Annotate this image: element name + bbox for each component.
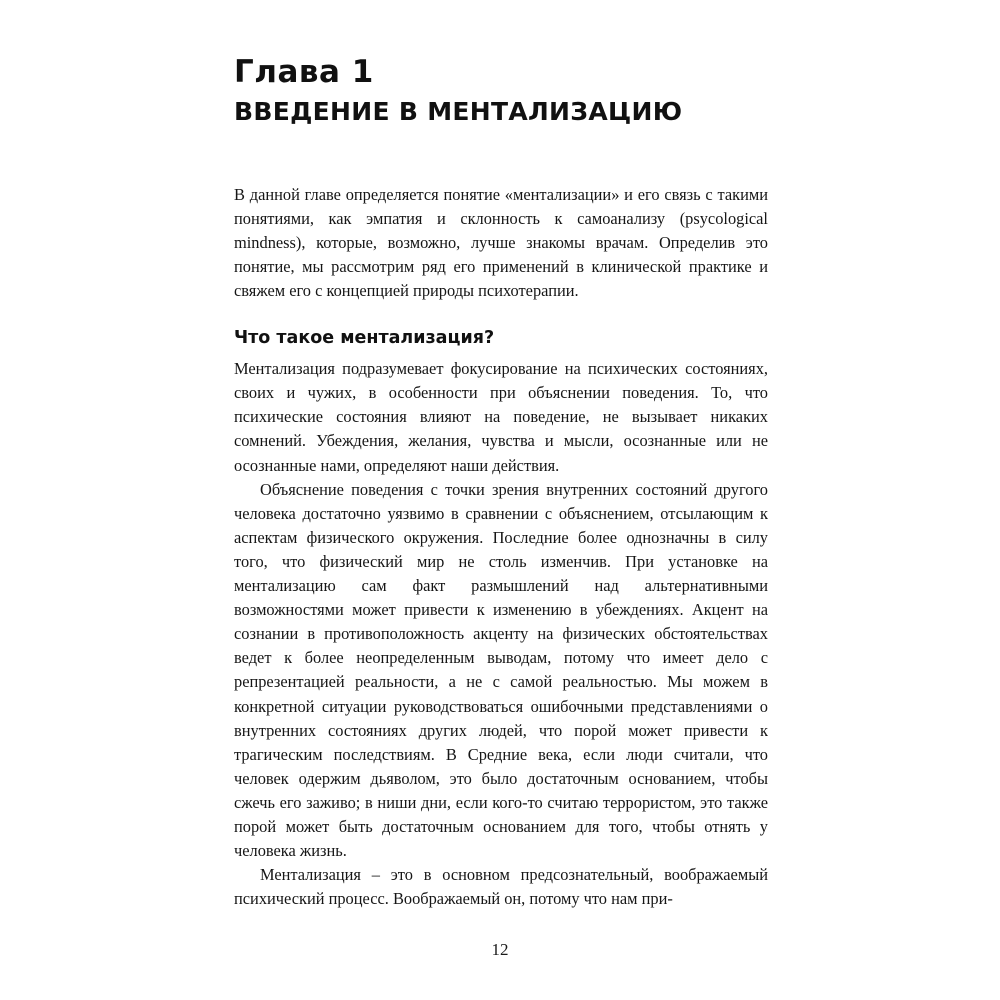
section-heading: Что такое ментализация?: [234, 328, 495, 349]
page-title: ВВЕДЕНИЕ В МЕНТАЛИЗАЦИЮ: [234, 96, 683, 126]
intro-paragraph: В данной главе определяется понятие «ментализации» и его связь с такими понятиями, как эмпатия и склонность к самоанализу (psycological mindness), которые, возможно, лучше знакомы врачам. Определив это понятие, мы рассмотрим ряд его применений в клинической практике и свяжем его с концепцией природы психотерапии.: [234, 184, 768, 301]
intro-block: [234, 183, 768, 304]
body-paragraph-3: Ментализация – это в основном предсознательный, воображаемый психический процесс. Воображаемый он, потому что нам при-: [234, 865, 768, 909]
body-paragraph-2: Объяснение поведения с точки зрения внутренних состояний другого человека достаточно уязвимо в сравнении с объяснением, отсылающим к аспектам физического окружения. Последние более однозначны в силу того, что физический мир не столь изменчив. При установке на ментализацию сам факт размышлений над альтернативными возможностями может привести к изменению в убеждениях. Акцент на сознании в противоположность акценту на физических обстоятельствах ведет к более неопределенным выводам, потому что имеет дело с репрезентацией реальности, а не с самой реальностью. Мы можем в конкретной ситуации руководствоваться ошибочными представлениями о внутренних состояниях других людей, что порой может привести к трагическим последствиям. В Средние века, если люди считали, что человек одержим дьяволом, это было достаточным основанием, чтобы сжечь его заживо; в ниши дни, если кого-то считаю террористом, это также порой может быть достаточным основанием для того, чтобы отнять у человека жизнь.: [234, 479, 768, 861]
chapter-number: Глава 1: [234, 54, 374, 90]
page-number: 12: [491, 940, 509, 959]
body-paragraph-1: Ментализация подразумевает фокусирование на психических состояниях, своих и чужих, в особенности при объяснении поведения. То, что психические состояния влияют на поведение, не вызывает никаких сомнений. Убеждения, желания, чувства и мысли, осознанные или не осознанные нами, определяют наши действия.: [234, 359, 768, 475]
page-content: [234, 55, 768, 912]
